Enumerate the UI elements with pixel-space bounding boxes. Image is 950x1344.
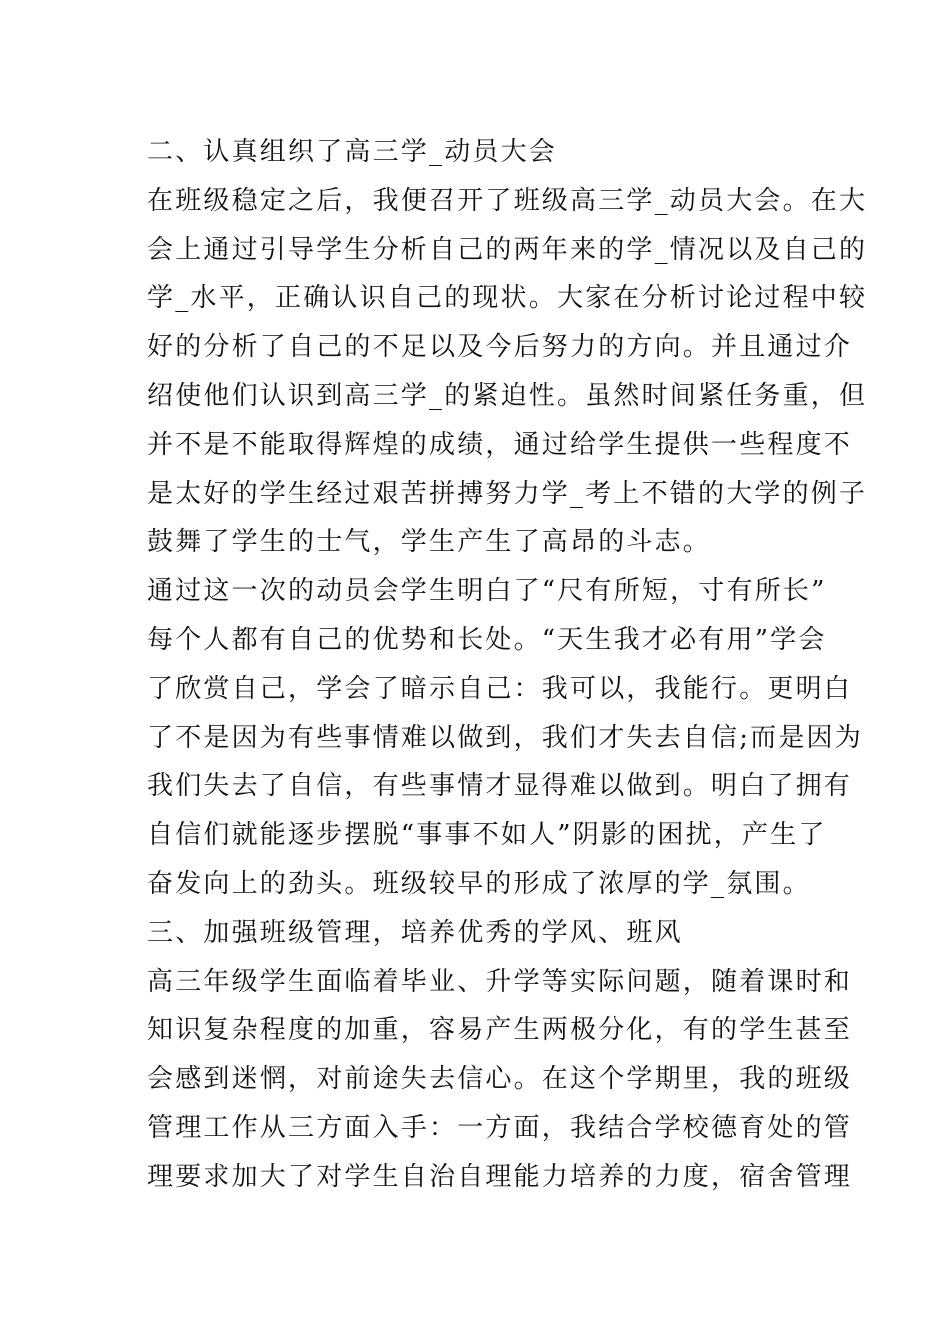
text-line: 我们失去了自信，有些事情才显得难以做到。明白了拥有 [147,771,853,802]
text-line: 管理工作从三方面入手：一方面，我结合学校德育处的管 [147,1112,853,1143]
text-line: 是太好的学生经过艰苦拼搏努力学_考上不错的大学的例子 [147,478,868,509]
text-line: 好的分析了自己的不足以及今后努力的方向。并且通过介 [147,332,853,363]
document-body [147,128,868,1202]
text-line: 在班级稳定之后，我便召开了班级高三学_动员大会。在大 [147,185,868,216]
text-line: 绍使他们认识到高三学_的紧迫性。虽然时间紧任务重，但 [147,380,868,411]
text-line: 知识复杂程度的加重，容易产生两极分化，有的学生甚至 [147,1015,853,1046]
text-line: 了不是因为有些事情难以做到，我们才失去自信;而是因为 [147,722,863,753]
text-line: 学_水平，正确认识自己的现状。大家在分析讨论过程中较 [147,283,868,314]
text-line: 理要求加大了对学生自治自理能力培养的力度，宿舍管理 [147,1161,853,1192]
text-line: 通过这一次的动员会学生明白了“尺有所短，寸有所长” [147,576,827,607]
text-line: 奋发向上的劲头。班级较早的形成了浓厚的学_氛围。 [147,868,811,899]
text-line: 鼓舞了学生的士气，学生产生了高昂的斗志。 [147,527,712,558]
text-line: 每个人都有自己的优势和长处。“天生我才必有用”学会 [147,624,827,655]
text-line: 自信们就能逐步摆脱“事事不如人”阴影的困扰，产生了 [147,820,827,851]
text-line: 并不是不能取得辉煌的成绩，通过给学生提供一些程度不 [147,429,853,460]
section-heading-3: 三、加强班级管理，培养优秀的学风、班风 [147,917,683,948]
section-heading-2: 二、认真组织了高三学_动员大会 [147,137,558,167]
text-line: 会感到迷惘，对前途失去信心。在这个学期里，我的班级 [147,1064,853,1095]
text-line: 了欣赏自己，学会了暗示自己：我可以，我能行。更明白 [147,673,853,704]
text-line: 高三年级学生面临着毕业、升学等实际问题，随着课时和 [147,966,853,997]
text-line: 会上通过引导学生分析自己的两年来的学_情况以及自己的 [147,234,868,265]
